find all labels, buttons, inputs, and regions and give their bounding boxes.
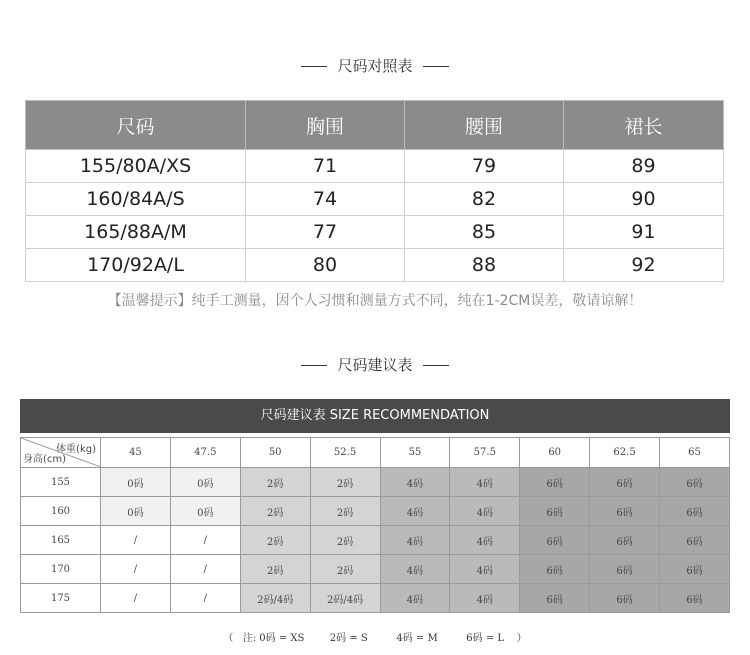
- recommendation-cell: 2码: [240, 468, 310, 497]
- size-chart-row: [26, 150, 724, 183]
- size-chart-cell: 89: [564, 150, 724, 183]
- size-chart-row: [26, 249, 724, 282]
- recommendation-cell: 2码: [310, 555, 380, 584]
- size-chart-row: [26, 216, 724, 249]
- size-chart-header-row: [26, 101, 724, 150]
- recommendation-cell: 6码: [520, 555, 590, 584]
- recommendation-cell: 6码: [660, 468, 730, 497]
- recommendation-cell: 6码: [520, 526, 590, 555]
- size-chart-cell: 74: [246, 183, 405, 216]
- weight-header-cell: 62.5: [590, 438, 660, 468]
- recommendation-cell: /: [170, 526, 240, 555]
- size-code-note: （ 注: 0码 = XS 2码 = S 4码 = M 6码 = L ）: [223, 633, 527, 644]
- height-cell: 155: [21, 468, 101, 497]
- size-chart-header: 裙长: [564, 101, 724, 150]
- size-chart-cell: 82: [405, 183, 564, 216]
- section1-title: 尺码对照表: [337, 57, 413, 75]
- weight-header-cell: 50: [240, 438, 310, 468]
- height-cell: 170: [21, 555, 101, 584]
- weight-header-row: [21, 438, 730, 468]
- size-chart-cell: 165/88A/M: [26, 216, 246, 249]
- size-chart-cell: 170/92A/L: [26, 249, 246, 282]
- recommendation-row: [21, 555, 730, 584]
- size-chart-cell: 85: [405, 216, 564, 249]
- size-chart-header: 腰围: [405, 101, 564, 150]
- heading-dash-right: [423, 66, 449, 67]
- recommendation-cell: 4码: [380, 584, 450, 613]
- recommendation-cell: 0码: [101, 468, 171, 497]
- recommendation-cell: 6码: [590, 497, 660, 526]
- recommendation-cell: 6码: [660, 555, 730, 584]
- recommendation-cell: /: [101, 584, 171, 613]
- recommendation-table: [20, 437, 730, 613]
- recommendation-cell: 0码: [170, 468, 240, 497]
- height-cell: 160: [21, 497, 101, 526]
- size-chart-cell: 77: [246, 216, 405, 249]
- recommendation-cell: 2码: [310, 497, 380, 526]
- recommendation-cell: /: [101, 555, 171, 584]
- recommendation-cell: 4码: [380, 497, 450, 526]
- weight-header-cell: 65: [660, 438, 730, 468]
- size-chart-header: 胸围: [246, 101, 405, 150]
- recommendation-cell: 4码: [450, 468, 520, 497]
- size-chart-cell: 160/84A/S: [26, 183, 246, 216]
- size-chart-cell: 88: [405, 249, 564, 282]
- weight-header-cell: 45: [101, 438, 171, 468]
- recommendation-cell: 2码/4码: [240, 584, 310, 613]
- size-chart-cell: 79: [405, 150, 564, 183]
- recommendation-cell: 6码: [660, 526, 730, 555]
- recommendation-cell: 6码: [590, 555, 660, 584]
- recommendation-cell: /: [170, 555, 240, 584]
- recommendation-row: [21, 497, 730, 526]
- recommendation-cell: 6码: [520, 468, 590, 497]
- size-chart-cell: 91: [564, 216, 724, 249]
- recommendation-cell: 2码: [310, 526, 380, 555]
- recommendation-cell: 4码: [450, 584, 520, 613]
- recommendation-cell: 6码: [520, 584, 590, 613]
- corner-cell: [21, 438, 101, 468]
- size-chart-cell: 71: [246, 150, 405, 183]
- recommendation-cell: 2码: [240, 497, 310, 526]
- recommendation-cell: 2码: [240, 526, 310, 555]
- section2-heading: [0, 354, 750, 375]
- recommendation-cell: /: [170, 584, 240, 613]
- corner-height-label: 身高(cm): [23, 454, 67, 465]
- height-cell: 175: [21, 584, 101, 613]
- weight-header-cell: 57.5: [450, 438, 520, 468]
- corner-weight-label: 体重(kg): [56, 444, 96, 455]
- heading-dash-left: [301, 66, 327, 67]
- recommendation-row: [21, 468, 730, 497]
- size-chart-header: 尺码: [26, 101, 246, 150]
- recommendation-cell: 0码: [170, 497, 240, 526]
- recommendation-cell: 4码: [450, 526, 520, 555]
- recommendation-row: [21, 526, 730, 555]
- recommendation-cell: 6码: [660, 497, 730, 526]
- size-chart-body: [26, 150, 724, 282]
- recommendation-cell: 2码: [240, 555, 310, 584]
- recommendation-cell: 6码: [590, 584, 660, 613]
- heading-dash-right: [423, 365, 449, 366]
- recommendation-cell: 4码: [450, 555, 520, 584]
- measurement-tip: 【温馨提示】纯手工测量，因个人习惯和测量方式不同，纯在1-2CM误差，敬请谅解！: [107, 293, 643, 309]
- recommendation-cell: 4码: [380, 555, 450, 584]
- section2-title: 尺码建议表: [337, 356, 413, 374]
- height-cell: 165: [21, 526, 101, 555]
- size-chart-cell: 92: [564, 249, 724, 282]
- size-chart-row: [26, 183, 724, 216]
- size-chart-cell: 80: [246, 249, 405, 282]
- recommendation-cell: 6码: [520, 497, 590, 526]
- recommendation-cell: 4码: [380, 526, 450, 555]
- recommendation-cell: 2码/4码: [310, 584, 380, 613]
- recommendation-cell: 6码: [590, 526, 660, 555]
- recommendation-cell: 0码: [101, 497, 171, 526]
- weight-header-cell: 55: [380, 438, 450, 468]
- recommendation-cell: 6码: [660, 584, 730, 613]
- recommendation-row: [21, 584, 730, 613]
- size-chart-cell: 155/80A/XS: [26, 150, 246, 183]
- recommendation-cell: 6码: [590, 468, 660, 497]
- section1-heading: [0, 55, 750, 76]
- heading-dash-left: [301, 365, 327, 366]
- weight-header-cell: 60: [520, 438, 590, 468]
- weight-header-cell: 52.5: [310, 438, 380, 468]
- recommendation-cell: 4码: [450, 497, 520, 526]
- recommendation-cell: 4码: [380, 468, 450, 497]
- size-chart-table: [25, 100, 724, 282]
- recommendation-banner: 尺码建议表 SIZE RECOMMENDATION: [20, 399, 730, 433]
- size-chart-cell: 90: [564, 183, 724, 216]
- recommendation-cell: /: [101, 526, 171, 555]
- recommendation-body: [21, 438, 730, 613]
- weight-header-cell: 47.5: [170, 438, 240, 468]
- recommendation-cell: 2码: [310, 468, 380, 497]
